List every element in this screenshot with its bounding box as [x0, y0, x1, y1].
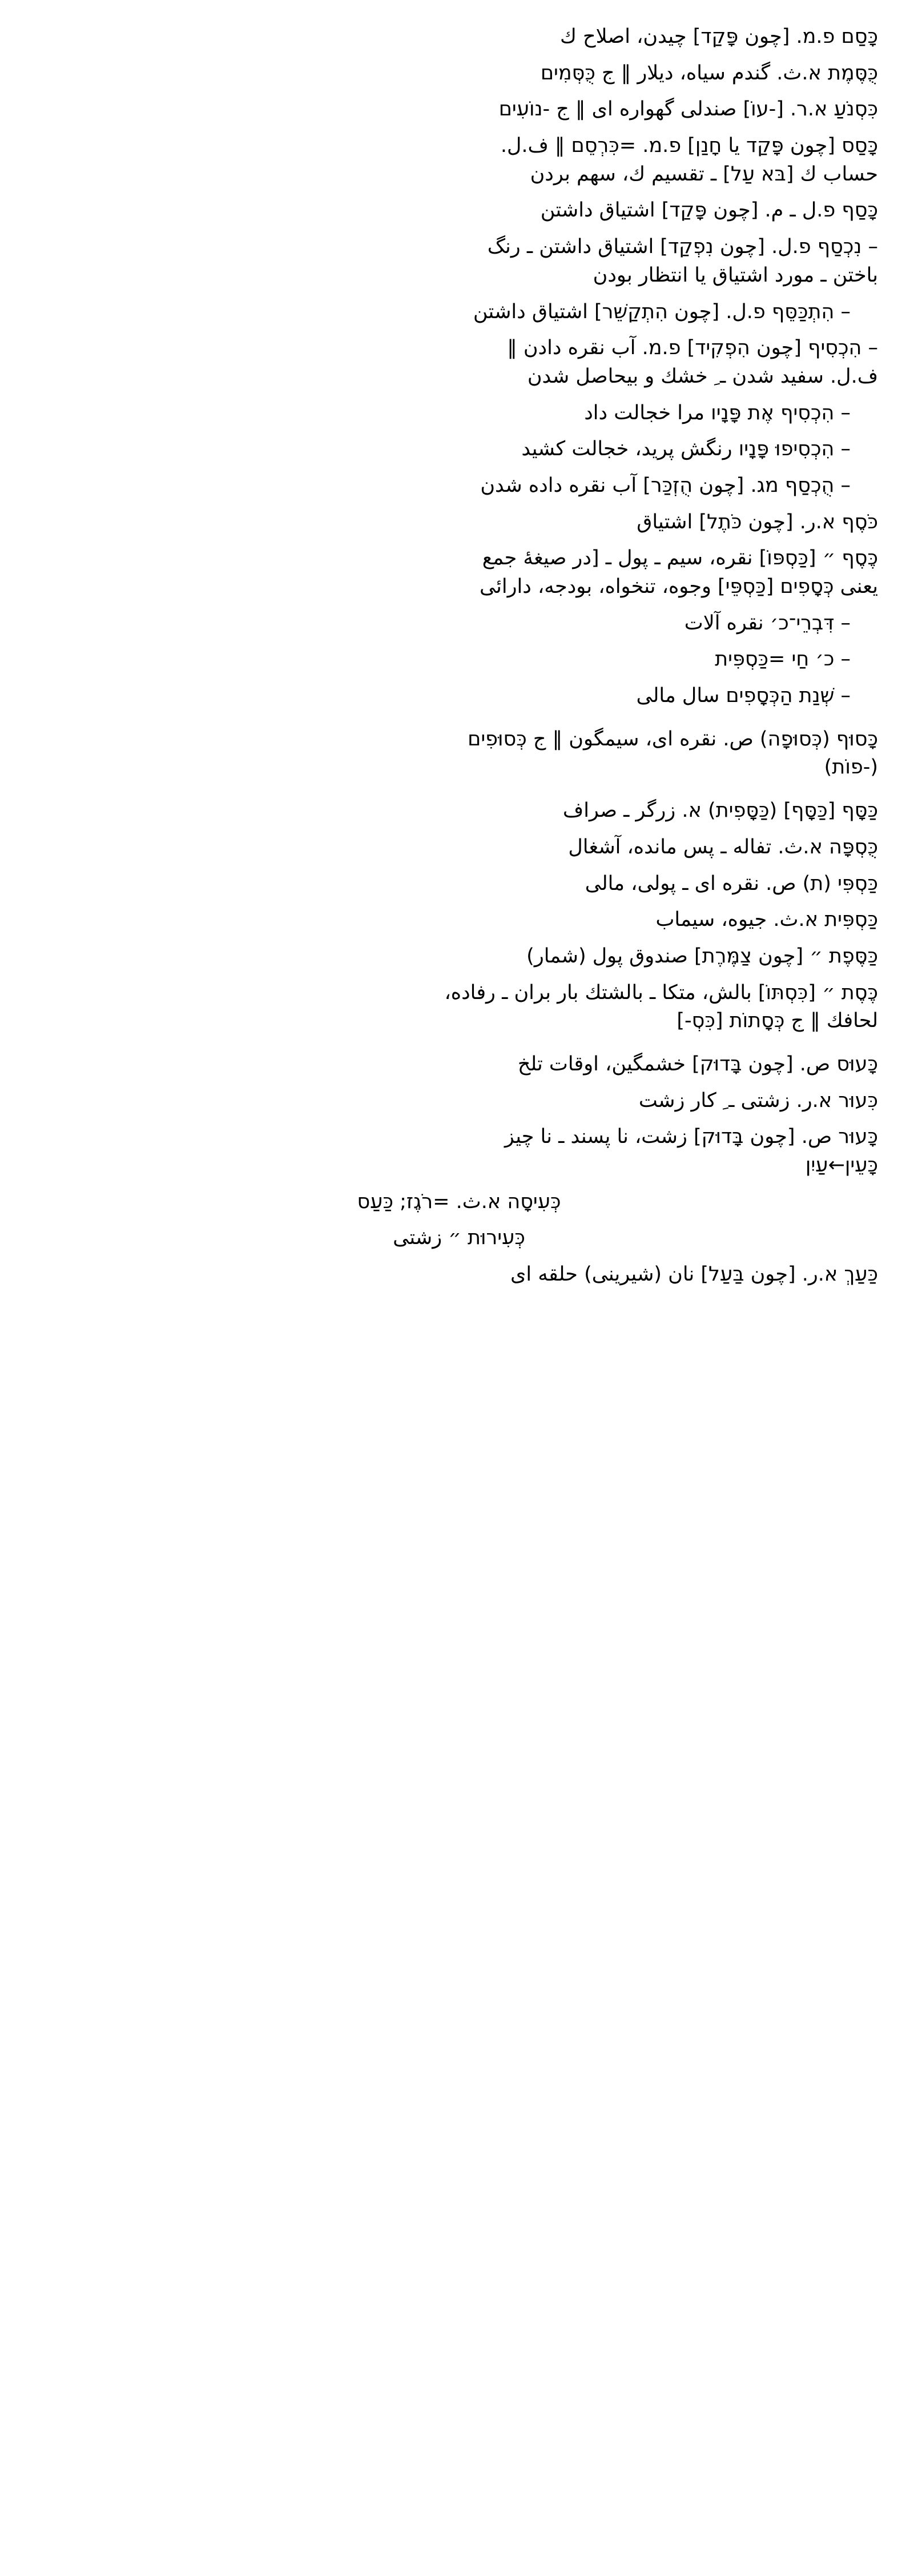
dictionary-entry: [40, 942, 878, 971]
dictionary-entry: [40, 979, 878, 1036]
entry-line: כֶּסֶת ״ [כִּסְתּוֹ] بالش، متكا ـ بالشتك بار بران ـ رفاده،: [444, 981, 878, 1004]
entry-line: כֻּסֶּמֶת א.ث. گندم سیاه، دیلار ‖ ج כֻּסְּמִים: [540, 61, 878, 85]
dictionary-entry: [40, 833, 878, 862]
entry-line: – הֻכְסַף מג. [چون הֻזְכַּר] آب نقره داده شدن: [480, 474, 851, 497]
dictionary-entry: [40, 1123, 878, 1179]
entry-line: – הִתְכַּסֵּף פ.ل. [چون הִתְקַשֵּׁר] اشتیاق داشتن: [473, 300, 851, 323]
dictionary-subentry: [40, 472, 878, 500]
entry-line: – הִכְסִיפוּ פָּנָיו رنگش پرید، خجالت کشید: [521, 438, 851, 461]
dictionary-subentry: [40, 645, 878, 674]
entry-line: כְּעִיסָה א.ث. =רֹגֶז; כַּעַס: [357, 1190, 561, 1213]
dictionary-entry: [40, 1087, 878, 1116]
dictionary-subentry: [40, 233, 878, 290]
entry-line: כָּעוּר ص. [چون בָּדוּק] زشت، نا پسند ـ نا چیز: [504, 1125, 878, 1149]
dictionary-subentry: [40, 298, 878, 327]
entry-line: כַּעַךְ א.ر. [چون בַּעַל] نان (شیرینی) حلقه ای: [510, 1263, 878, 1286]
dictionary-entry: [40, 1188, 878, 1217]
entry-line: כִּסְנֹעַ א.ר. [-עוֹ] صندلی گهواره ای ‖ ج -נוֹעִים: [498, 98, 878, 121]
entry-line: כַּסְפִּי (ת) ص. نقره ای ـ پولی، مالی: [585, 872, 878, 895]
dictionary-entry: [40, 508, 878, 537]
dictionary-subentry: [40, 399, 878, 428]
dictionary-subentry: [40, 609, 878, 638]
entry-line: – הִכְסִיף אֶת פָּנָיו مرا خجالت داد: [584, 401, 851, 424]
dictionary-entry: [40, 132, 878, 188]
dictionary-entry: [40, 797, 878, 825]
entry-line: כַּסֶּפֶת ״ [چون צַמֶּרֶת] صندوق پول (شمار): [526, 944, 878, 968]
dictionary-entry: [40, 23, 878, 51]
entry-line: כָּעוּס ص. [چون בָּדוּק] خشمگین، اوقات تلخ: [517, 1052, 878, 1076]
dictionary-entry: [40, 870, 878, 898]
dictionary-entry: [40, 1050, 878, 1079]
dictionary-subentry: [40, 682, 878, 711]
dictionary-entry: [40, 1224, 878, 1253]
dictionary-entry: [40, 725, 878, 782]
entry-line: – נִכְסַף פ.ل. [چون נִפְקַד] اشتیاق داشتن ـ رنگ: [487, 235, 878, 259]
entry-line: (-פוֹת): [824, 756, 878, 779]
entry-line: لحافك ‖ ج כְּסָתוֹת [כִּסְ-]: [677, 1009, 878, 1033]
entry-line: – הִכְסִיף [چون הִפְקִיד] פ.מ. آب نقره دادن ‖: [507, 336, 878, 360]
entry-line: כָּסַס [چون פָּקַד یا חָנַן] פ.מ. =כִּרְסֵם ‖ ف.ل.: [500, 134, 878, 158]
entry-line: כַּסָּף [כַּסָּף] (כַּסָּפִית) א. زرگر ـ صراف: [562, 799, 878, 822]
entry-line: כְּעִירוּת ״ زشتی: [393, 1226, 525, 1250]
entry-line: כֹּסֶף א.ر. [چون כֹּתֶל] اشتیاق: [637, 510, 878, 533]
entry-line: כָּסַם פ.מ. [چون פָּקַד] چیدن، اصلاح ك: [560, 25, 878, 48]
entry-line: כֶּסֶף ״ [כַּסְפּוֹ] نقره، سیم ـ پول ـ [در صیغهٔ جمع: [482, 547, 878, 570]
entry-line: حساب ك [בּא עַל] ـ تقسیم ك، سهم بردن: [530, 162, 878, 186]
dictionary-entry: [40, 95, 878, 124]
entry-line: כָּעֵין←עַיִן: [805, 1154, 878, 1177]
entry-line: – שְׁנַת הַכְּסָפִים سال مالی: [636, 684, 851, 708]
dictionary-entry: [40, 59, 878, 88]
dictionary-subentry: [40, 334, 878, 391]
entry-line: – דִּבְרֵי־כ׳ نقره آلات: [684, 611, 851, 635]
entry-line: باختن ـ مورد اشتیاق یا انتظار بودن: [593, 263, 878, 287]
entry-line: ف.ل. سفید شدن ـ ِ خشك و بیحاصل شدن: [527, 364, 878, 388]
dictionary-entry: [40, 1261, 878, 1289]
dictionary-entry: [40, 906, 878, 934]
entry-line: כָּסוּף (כְּסוּפָה) ص. نقره ای، سیمگون ‖ ج כְּסוּפִים: [468, 727, 878, 751]
entry-line: כֻּסְפָּה א.ث. تفاله ـ پس مانده، آشغال: [568, 835, 878, 858]
dictionary-entry: [40, 544, 878, 601]
entry-line: כִּעוּר א.ر. زشتی ـ ِ كار زشت: [638, 1089, 878, 1112]
dictionary-subentry: [40, 435, 878, 464]
dictionary-entry: [40, 196, 878, 225]
entry-line: یعنی כְּסָפִים [כַּסְפֵּי] وجوه، تنخواه، بودجه، دارائی: [479, 575, 878, 598]
entry-line: כַּסְפִּית א.ث. جیوه، سیماب: [655, 908, 878, 932]
entry-line: – כ׳ חַי =כַּסְפִּית: [715, 648, 851, 671]
entry-line: כָּסַף פ.ل ـ م. [چون פָּקַד] اشتیاق داشتن: [540, 199, 878, 222]
